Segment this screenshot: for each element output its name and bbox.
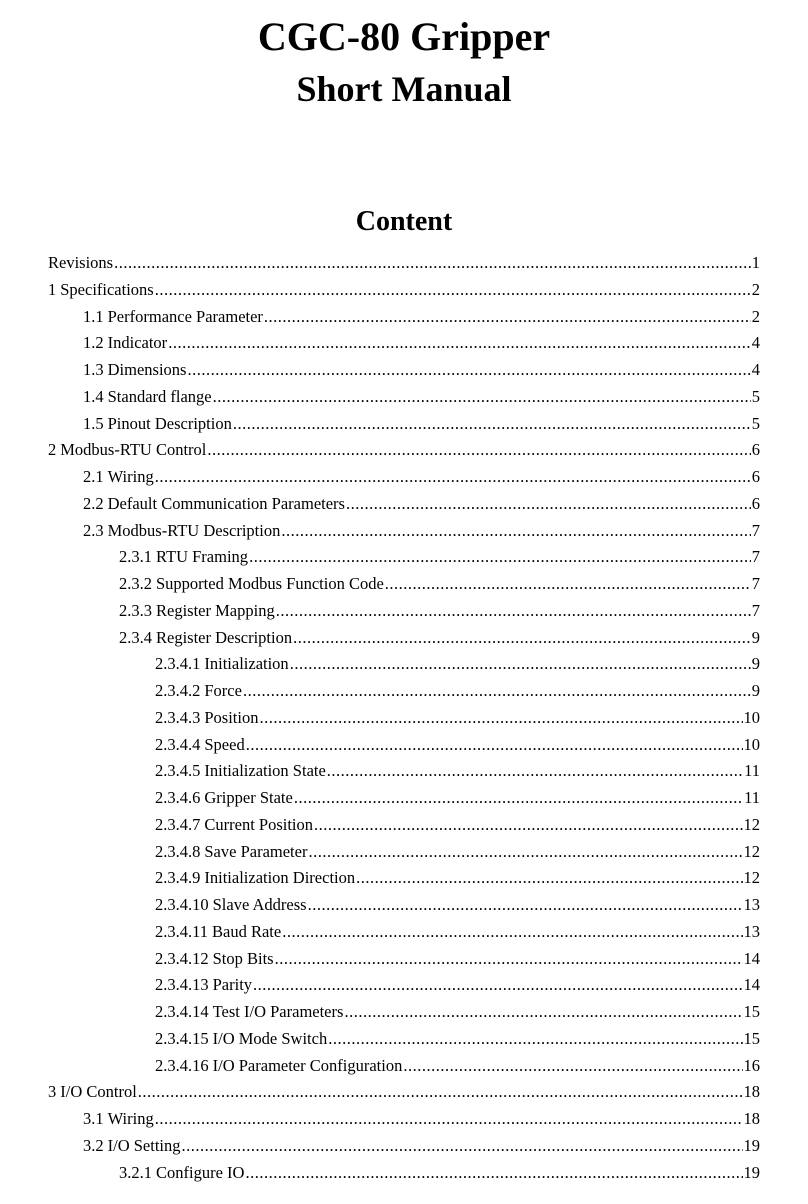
toc-entry-label: Dimensions [107, 360, 187, 379]
toc-entry[interactable] [48, 1053, 760, 1080]
toc-dot-leader [187, 357, 750, 384]
toc-entry-number: 1.5 [83, 413, 104, 433]
toc-dot-leader [327, 758, 743, 785]
toc-entry-number: 2.3.4.16 [155, 1055, 209, 1075]
toc-dot-leader [213, 384, 751, 411]
toc-entry-label: I/O Setting [107, 1135, 181, 1155]
toc-entry-label: Modbus-RTU Control [60, 440, 207, 460]
toc-entry[interactable] [48, 1079, 760, 1106]
toc-dot-leader [264, 304, 751, 331]
toc-entry-number: 2.3.4.5 [155, 761, 201, 781]
toc-entry-label: Pinout Description [107, 413, 232, 433]
toc-dot-leader [243, 678, 751, 705]
toc-dot-leader [253, 972, 742, 999]
toc-entry-number: 1.1 [83, 306, 104, 326]
toc-entry-number: 2.3 [83, 520, 104, 540]
toc-entry[interactable] [48, 1160, 760, 1187]
toc-dot-leader [385, 571, 751, 598]
toc-dot-leader [114, 250, 751, 277]
toc-entry-label: RTU Framing [156, 547, 249, 567]
toc-entry-page: 14 [743, 948, 760, 968]
toc-entry-page: 6 [751, 440, 760, 460]
toc-entry[interactable] [48, 1133, 760, 1160]
toc-entry-number: 2.3.4.8 [155, 841, 201, 861]
toc-dot-leader [308, 892, 743, 919]
toc-entry-label: I/O Mode Switch [212, 1028, 328, 1048]
toc-entry-page: 9 [751, 681, 760, 700]
toc-entry-page: 14 [743, 975, 760, 995]
toc-entry-page: 6 [751, 467, 760, 486]
toc-dot-leader [281, 518, 750, 545]
toc-entry-number: 2.3.4.1 [155, 654, 201, 674]
toc-entry-number: 2.2 [83, 493, 104, 513]
toc-entry-label: Position [204, 707, 259, 727]
toc-dot-leader [293, 625, 751, 652]
toc-entry-label: Default Communication Parameters [107, 493, 345, 513]
toc-entry[interactable] [48, 758, 760, 785]
toc-dot-leader [290, 651, 751, 678]
toc-entry-label: Test I/O Parameters [212, 1002, 344, 1021]
toc-entry[interactable] [48, 999, 760, 1026]
toc-entry[interactable] [48, 892, 760, 919]
toc-entry[interactable] [48, 625, 760, 652]
toc-entry-number: 3.1 [83, 1109, 104, 1128]
toc-entry-page: 12 [743, 814, 760, 834]
toc-entry-page: 12 [743, 841, 760, 861]
toc-dot-leader [182, 1133, 743, 1160]
toc-entry[interactable] [48, 1106, 760, 1133]
toc-dot-leader [276, 598, 751, 625]
toc-entry-page: 11 [744, 788, 760, 807]
toc-entry-label: I/O Control [60, 1082, 137, 1102]
toc-dot-leader [356, 865, 742, 892]
toc-entry-label: Standard flange [107, 386, 212, 406]
toc-dot-leader [314, 812, 742, 839]
toc-entry-number: 2.3.4.6 [155, 788, 201, 807]
toc-entry-label: Current Position [204, 814, 314, 834]
toc-entry-number: 2.3.4.3 [155, 707, 201, 727]
toc-entry[interactable] [48, 946, 760, 973]
toc-entry-number: 2.1 [83, 467, 104, 486]
toc-entry-number: 2.3.4.9 [155, 868, 201, 888]
toc-entry[interactable] [48, 437, 760, 464]
toc-entry[interactable] [48, 491, 760, 518]
document-subtitle: Short Manual [296, 69, 512, 109]
toc-entry[interactable] [48, 812, 760, 839]
toc-entry-label: Wiring [107, 467, 154, 486]
toc-entry-label: Save Parameter [204, 841, 308, 861]
toc-entry-label: Speed [204, 734, 245, 754]
toc-entry[interactable] [48, 785, 760, 812]
toc-entry-number: 2 [48, 440, 57, 460]
toc-entry-page: 4 [751, 333, 760, 353]
toc-entry-number: 2.3.3 [119, 600, 152, 620]
toc-entry-number: 2.3.4.15 [155, 1028, 209, 1048]
toc-entry-page: 15 [743, 1002, 760, 1021]
toc-dot-leader [346, 491, 751, 518]
toc-entry-number: 2.3.4.11 [155, 921, 209, 941]
toc-entry-page: 7 [751, 520, 760, 540]
toc-entry[interactable] [48, 705, 760, 732]
toc-entry-label: Force [204, 681, 242, 700]
toc-entry-number: 2.3.4.13 [155, 975, 209, 995]
toc-entry-page: 4 [751, 360, 760, 379]
table-of-contents [48, 250, 760, 1186]
toc-dot-leader [294, 785, 743, 812]
toc-dot-leader [233, 411, 751, 438]
toc-entry-page: 15 [743, 1028, 760, 1048]
toc-entry-label: Performance Parameter [107, 306, 263, 326]
toc-entry-label: Initialization [204, 654, 289, 674]
toc-entry-number: 1.4 [83, 386, 104, 406]
toc-entry-number: 2.3.4.2 [155, 681, 201, 700]
toc-entry-number: 3.2.1 [119, 1162, 152, 1182]
toc-entry-page: 16 [743, 1055, 760, 1075]
toc-dot-leader [259, 705, 742, 732]
document-title: CGC-80 Gripper [257, 14, 551, 59]
toc-dot-leader [249, 544, 751, 571]
toc-dot-leader [138, 1079, 743, 1106]
toc-entry-page: 6 [751, 493, 760, 513]
toc-entry[interactable] [48, 330, 760, 357]
toc-dot-leader [155, 277, 751, 304]
toc-entry-page: 9 [751, 654, 760, 674]
toc-entry-label: Initialization State [204, 761, 326, 781]
toc-dot-leader [246, 732, 743, 759]
toc-entry-number: 3 [48, 1082, 57, 1102]
toc-entry[interactable] [48, 1026, 760, 1053]
toc-entry-label: Modbus-RTU Description [107, 520, 281, 540]
toc-entry-page: 13 [743, 895, 760, 914]
toc-dot-leader [328, 1026, 742, 1053]
toc-entry-number: 2.3.4.4 [155, 734, 201, 754]
toc-entry-page: 19 [743, 1135, 760, 1155]
toc-entry-label: Parity [212, 975, 253, 995]
toc-entry-page: 18 [743, 1109, 760, 1128]
toc-entry-number: 3.2 [83, 1135, 104, 1155]
toc-entry[interactable] [48, 598, 760, 625]
toc-entry[interactable] [48, 518, 760, 545]
toc-entry-number: 2.3.4.12 [155, 948, 209, 968]
toc-entry-page: 2 [751, 279, 760, 299]
toc-entry[interactable] [48, 678, 760, 705]
toc-dot-leader [155, 464, 751, 491]
toc-entry-number: 2.3.2 [119, 574, 152, 593]
toc-entry-label: Register Description [156, 627, 293, 647]
toc-entry-page: 7 [751, 574, 760, 593]
toc-entry-label: Supported Modbus Function Code [156, 574, 384, 593]
toc-entry-page: 10 [743, 707, 760, 727]
toc-entry-label: Configure IO [156, 1162, 245, 1182]
toc-entry-label: Register Mapping [156, 600, 275, 620]
toc-entry-page: 1 [751, 253, 760, 272]
toc-entry-label: Revisions [48, 253, 114, 272]
toc-entry-label: Indicator [107, 333, 168, 353]
toc-entry-label: Wiring [107, 1109, 154, 1128]
toc-entry[interactable] [48, 357, 760, 384]
toc-heading: Content [355, 206, 453, 237]
toc-entry-page: 19 [743, 1162, 760, 1182]
toc-entry[interactable] [48, 544, 760, 571]
toc-entry-label: Stop Bits [212, 948, 274, 968]
toc-dot-leader [245, 1160, 742, 1187]
toc-dot-leader [275, 946, 743, 973]
toc-entry-label: Slave Address [212, 895, 307, 914]
toc-entry-number: 2.3.1 [119, 547, 152, 567]
toc-entry-page: 10 [743, 734, 760, 754]
toc-entry-page: 11 [744, 761, 760, 781]
toc-entry-number: 2.3.4 [119, 627, 152, 647]
toc-entry-number: 2.3.4.14 [155, 1002, 209, 1021]
toc-entry-page: 2 [751, 306, 760, 326]
toc-dot-leader [403, 1053, 742, 1080]
toc-entry-number: 1.3 [83, 360, 104, 379]
toc-entry-page: 12 [743, 868, 760, 888]
toc-dot-leader [282, 919, 742, 946]
toc-entry[interactable] [48, 972, 760, 999]
toc-entry[interactable] [48, 839, 760, 866]
toc-entry-page: 9 [751, 627, 760, 647]
toc-entry-number: 1 [48, 279, 57, 299]
toc-entry-number: 2.3.4.10 [155, 895, 209, 914]
toc-entry-label: Gripper State [204, 788, 293, 807]
toc-entry-label: Specifications [60, 279, 154, 299]
toc-dot-leader [207, 437, 750, 464]
toc-entry[interactable] [48, 250, 760, 277]
toc-dot-leader [155, 1106, 743, 1133]
toc-entry[interactable] [48, 571, 760, 598]
toc-entry[interactable] [48, 651, 760, 678]
toc-entry-page: 13 [743, 921, 760, 941]
toc-entry[interactable] [48, 384, 760, 411]
toc-entry-number: 1.2 [83, 333, 104, 353]
toc-entry-page: 5 [751, 413, 760, 433]
toc-dot-leader [168, 330, 751, 357]
toc-entry[interactable] [48, 411, 760, 438]
toc-entry[interactable] [48, 304, 760, 331]
toc-entry-page: 7 [751, 600, 760, 620]
toc-entry-page: 5 [751, 386, 760, 406]
toc-entry[interactable] [48, 464, 760, 491]
toc-dot-leader [344, 999, 742, 1026]
toc-dot-leader [308, 839, 742, 866]
toc-entry-page: 7 [751, 547, 760, 567]
toc-entry[interactable] [48, 732, 760, 759]
toc-entry[interactable] [48, 865, 760, 892]
toc-entry-label: Baud Rate [212, 921, 282, 941]
toc-entry-page: 18 [743, 1082, 760, 1102]
toc-entry-number: 2.3.4.7 [155, 814, 201, 834]
toc-entry[interactable] [48, 919, 760, 946]
toc-entry-label: Initialization Direction [204, 868, 356, 888]
toc-entry-label: I/O Parameter Configuration [212, 1055, 403, 1075]
toc-entry[interactable] [48, 277, 760, 304]
